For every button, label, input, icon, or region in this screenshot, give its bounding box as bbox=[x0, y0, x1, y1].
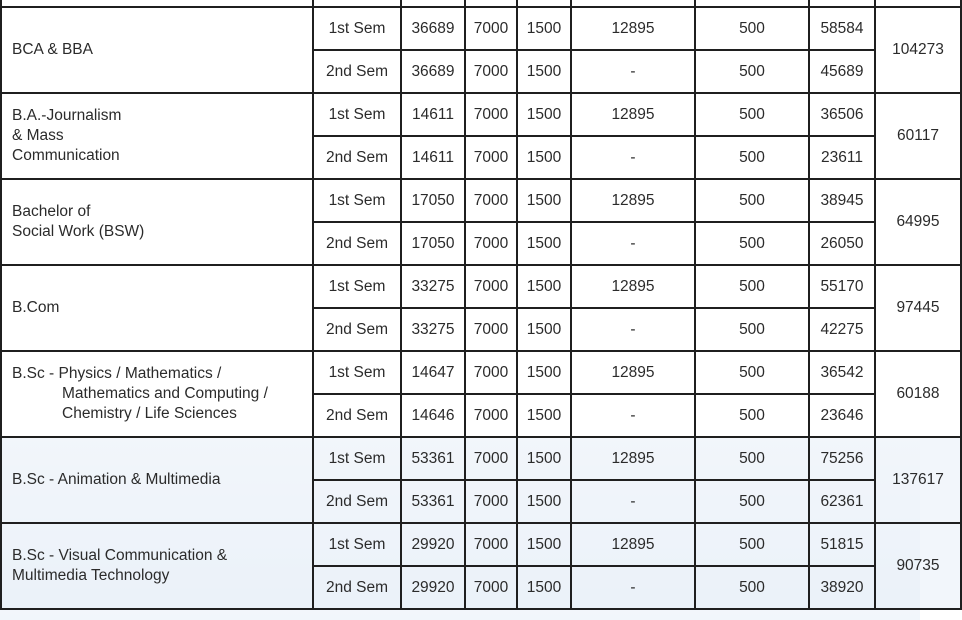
semester-label-cell: 2nd Sem bbox=[313, 136, 401, 179]
semester-label-cell: 2nd Sem bbox=[313, 50, 401, 93]
fee-cell-4: 12895 bbox=[571, 93, 695, 136]
fee-cell-4: - bbox=[571, 308, 695, 351]
semester-total-cell: 36506 bbox=[809, 93, 875, 136]
fee-cell-2: 7000 bbox=[465, 93, 517, 136]
program-name-line: B.Sc - Visual Communication & bbox=[12, 547, 228, 564]
fee-cell-5: 500 bbox=[695, 480, 809, 523]
semester-label-cell: 2nd Sem bbox=[313, 566, 401, 609]
fee-cell-2: 7000 bbox=[465, 7, 517, 50]
tuition-fee-cell: 29920 bbox=[401, 566, 465, 609]
program-name-cell bbox=[1, 93, 313, 179]
fee-cell-2: 7000 bbox=[465, 351, 517, 394]
table-header-remnant-row bbox=[1, 0, 961, 7]
fee-cell-5: 500 bbox=[695, 136, 809, 179]
semester-label-cell: 1st Sem bbox=[313, 437, 401, 480]
program-name-line: & Mass bbox=[12, 127, 64, 144]
fee-cell-5: 500 bbox=[695, 308, 809, 351]
fee-cell-4: - bbox=[571, 566, 695, 609]
header-cell bbox=[313, 0, 401, 7]
fee-cell-4: - bbox=[571, 480, 695, 523]
fee-cell-5: 500 bbox=[695, 394, 809, 437]
table-row bbox=[1, 179, 961, 222]
semester-total-cell: 75256 bbox=[809, 437, 875, 480]
annual-total-cell: 60117 bbox=[875, 93, 961, 179]
semester-total-cell: 23646 bbox=[809, 394, 875, 437]
annual-total-cell: 60188 bbox=[875, 351, 961, 437]
tuition-fee-cell: 33275 bbox=[401, 308, 465, 351]
fee-cell-3: 1500 bbox=[517, 179, 571, 222]
semester-label-cell: 2nd Sem bbox=[313, 222, 401, 265]
program-name-line: Multimedia Technology bbox=[12, 567, 170, 584]
fee-cell-5: 500 bbox=[695, 351, 809, 394]
fee-cell-4: - bbox=[571, 50, 695, 93]
fee-cell-4: - bbox=[571, 136, 695, 179]
fee-cell-5: 500 bbox=[695, 93, 809, 136]
semester-total-cell: 36542 bbox=[809, 351, 875, 394]
fee-cell-2: 7000 bbox=[465, 179, 517, 222]
program-name-line: Chemistry / Life Sciences bbox=[62, 405, 237, 422]
semester-total-cell: 62361 bbox=[809, 480, 875, 523]
semester-total-cell: 38920 bbox=[809, 566, 875, 609]
program-name-line: B.Sc - Physics / Mathematics / bbox=[12, 365, 222, 382]
program-name-cell bbox=[1, 351, 313, 437]
fee-cell-4: - bbox=[571, 222, 695, 265]
program-name-cell bbox=[1, 437, 313, 523]
semester-label-cell: 1st Sem bbox=[313, 93, 401, 136]
table-row bbox=[1, 265, 961, 308]
fee-cell-2: 7000 bbox=[465, 50, 517, 93]
annual-total-cell: 104273 bbox=[875, 7, 961, 93]
tuition-fee-cell: 14646 bbox=[401, 394, 465, 437]
tuition-fee-cell: 17050 bbox=[401, 222, 465, 265]
header-cell bbox=[517, 0, 571, 7]
tuition-fee-cell: 17050 bbox=[401, 179, 465, 222]
semester-label-cell: 2nd Sem bbox=[313, 308, 401, 351]
fee-cell-3: 1500 bbox=[517, 222, 571, 265]
fee-cell-5: 500 bbox=[695, 50, 809, 93]
tuition-fee-cell: 53361 bbox=[401, 480, 465, 523]
table-row bbox=[1, 437, 961, 480]
fee-cell-3: 1500 bbox=[517, 480, 571, 523]
program-name-line: Mathematics and Computing / bbox=[62, 385, 268, 402]
semester-label-cell: 1st Sem bbox=[313, 351, 401, 394]
program-name-line: Social Work (BSW) bbox=[12, 223, 145, 240]
fee-cell-5: 500 bbox=[695, 222, 809, 265]
semester-label-cell: 2nd Sem bbox=[313, 480, 401, 523]
annual-total-cell: 137617 bbox=[875, 437, 961, 523]
header-cell bbox=[465, 0, 517, 7]
fee-cell-5: 500 bbox=[695, 437, 809, 480]
program-name-line: B.A.-Journalism bbox=[12, 107, 122, 124]
semester-label-cell: 2nd Sem bbox=[313, 394, 401, 437]
program-name-line: BCA & BBA bbox=[12, 41, 93, 58]
program-name-cell bbox=[1, 265, 313, 351]
fee-cell-2: 7000 bbox=[465, 222, 517, 265]
semester-label-cell: 1st Sem bbox=[313, 523, 401, 566]
fee-cell-4: 12895 bbox=[571, 437, 695, 480]
fee-cell-4: 12895 bbox=[571, 265, 695, 308]
tuition-fee-cell: 14647 bbox=[401, 351, 465, 394]
fee-cell-2: 7000 bbox=[465, 566, 517, 609]
table-row bbox=[1, 351, 961, 394]
program-name-cell bbox=[1, 179, 313, 265]
fee-cell-3: 1500 bbox=[517, 394, 571, 437]
fee-cell-2: 7000 bbox=[465, 136, 517, 179]
program-name-cell bbox=[1, 523, 313, 609]
header-cell bbox=[875, 0, 961, 7]
header-cell bbox=[809, 0, 875, 7]
program-name-line: Bachelor of bbox=[12, 203, 91, 220]
tuition-fee-cell: 14611 bbox=[401, 93, 465, 136]
fee-cell-3: 1500 bbox=[517, 50, 571, 93]
table-row bbox=[1, 93, 961, 136]
semester-total-cell: 38945 bbox=[809, 179, 875, 222]
fee-cell-4: 12895 bbox=[571, 351, 695, 394]
table-row bbox=[1, 7, 961, 50]
fee-cell-3: 1500 bbox=[517, 308, 571, 351]
fee-cell-3: 1500 bbox=[517, 136, 571, 179]
program-name-line: B.Com bbox=[12, 299, 60, 316]
program-name-line: B.Sc - Animation & Multimedia bbox=[12, 471, 221, 488]
table-row bbox=[1, 523, 961, 566]
fee-cell-2: 7000 bbox=[465, 523, 517, 566]
fee-cell-4: - bbox=[571, 394, 695, 437]
fee-cell-3: 1500 bbox=[517, 523, 571, 566]
semester-total-cell: 51815 bbox=[809, 523, 875, 566]
tuition-fee-cell: 53361 bbox=[401, 437, 465, 480]
fee-cell-4: 12895 bbox=[571, 7, 695, 50]
semester-label-cell: 1st Sem bbox=[313, 179, 401, 222]
tuition-fee-cell: 36689 bbox=[401, 50, 465, 93]
fee-cell-5: 500 bbox=[695, 566, 809, 609]
fee-cell-3: 1500 bbox=[517, 7, 571, 50]
fee-cell-5: 500 bbox=[695, 179, 809, 222]
fee-cell-2: 7000 bbox=[465, 437, 517, 480]
fee-cell-4: 12895 bbox=[571, 179, 695, 222]
semester-label-cell: 1st Sem bbox=[313, 265, 401, 308]
fee-cell-3: 1500 bbox=[517, 265, 571, 308]
annual-total-cell: 64995 bbox=[875, 179, 961, 265]
header-cell bbox=[1, 0, 313, 7]
semester-total-cell: 42275 bbox=[809, 308, 875, 351]
fee-cell-2: 7000 bbox=[465, 308, 517, 351]
semester-total-cell: 26050 bbox=[809, 222, 875, 265]
program-name-line: Communication bbox=[12, 147, 120, 164]
fee-cell-5: 500 bbox=[695, 7, 809, 50]
header-cell bbox=[401, 0, 465, 7]
fee-cell-3: 1500 bbox=[517, 93, 571, 136]
fee-cell-3: 1500 bbox=[517, 566, 571, 609]
fee-cell-5: 500 bbox=[695, 523, 809, 566]
semester-label-cell: 1st Sem bbox=[313, 7, 401, 50]
program-name-cell bbox=[1, 7, 313, 93]
header-cell bbox=[695, 0, 809, 7]
fee-cell-2: 7000 bbox=[465, 480, 517, 523]
fee-cell-3: 1500 bbox=[517, 437, 571, 480]
fee-cell-4: 12895 bbox=[571, 523, 695, 566]
semester-total-cell: 58584 bbox=[809, 7, 875, 50]
semester-total-cell: 55170 bbox=[809, 265, 875, 308]
annual-total-cell: 90735 bbox=[875, 523, 961, 609]
fee-cell-5: 500 bbox=[695, 265, 809, 308]
fee-cell-2: 7000 bbox=[465, 265, 517, 308]
tuition-fee-cell: 36689 bbox=[401, 7, 465, 50]
semester-total-cell: 23611 bbox=[809, 136, 875, 179]
tuition-fee-cell: 29920 bbox=[401, 523, 465, 566]
tuition-fee-cell: 14611 bbox=[401, 136, 465, 179]
tuition-fee-cell: 33275 bbox=[401, 265, 465, 308]
header-cell bbox=[571, 0, 695, 7]
semester-total-cell: 45689 bbox=[809, 50, 875, 93]
annual-total-cell: 97445 bbox=[875, 265, 961, 351]
fee-cell-2: 7000 bbox=[465, 394, 517, 437]
fee-cell-3: 1500 bbox=[517, 351, 571, 394]
